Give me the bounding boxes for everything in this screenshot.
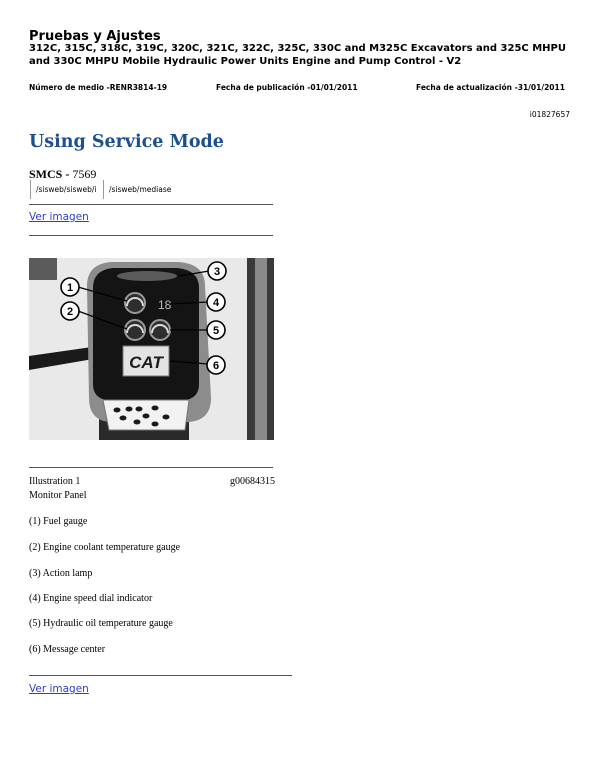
media-number: Número de medio -RENR3814-19 [29,83,168,92]
callout-number-1: 1 [66,282,74,294]
callout-item: (3) Action lamp [29,568,93,579]
divider [29,675,292,676]
callout-item: (2) Engine coolant temperature gauge [29,542,181,553]
view-image-link[interactable]: Ver imagen [29,211,89,223]
cat-logo: CAT [129,353,163,372]
divider [29,467,273,468]
callout-number-6: 6 [212,360,220,372]
document-title: Pruebas y Ajustes [29,29,161,44]
smcs-code: 7569 [72,167,97,181]
callout-item: (5) Hydraulic oil temperature gauge [29,618,173,629]
document-subtitle: 312C, 315C, 318C, 319C, 320C, 321C, 322C, 325C, 330C and M325C Excavators and 325C MHPU and 330C MHPU Mobile Hydraulic Power Units Engine and Pump Control - V2 [29,43,567,67]
graphic-id: g00684315 [230,476,275,487]
callout-number-2: 2 [66,306,74,318]
illustration-caption: Monitor Panel [29,490,87,501]
document-id: i01827657 [529,110,570,119]
smcs-label: SMCS - [29,167,70,181]
callout-number-3: 3 [213,266,221,278]
callout-item: (6) Message center [29,644,106,655]
publication-date: Fecha de publicación -01/01/2011 [216,83,358,92]
view-image-link[interactable]: Ver imagen [29,683,89,695]
update-date: Fecha de actualización -31/01/2011 [416,83,565,92]
divider [29,235,273,236]
callout-item: (1) Fuel gauge [29,516,88,527]
divider [29,204,273,205]
page-title: Using Service Mode [29,132,224,152]
path-cell-2: /sisweb/mediase [103,180,177,199]
callout-number-5: 5 [212,325,220,337]
monitor-panel-illustration [29,258,274,440]
illustration-label: Illustration 1 [29,476,81,487]
path-cell-1: /sisweb/sisweb/i [30,180,104,199]
engine-speed-digits: 18 [158,298,172,312]
callout-item: (4) Engine speed dial indicator [29,593,153,604]
callout-number-4: 4 [212,297,220,309]
